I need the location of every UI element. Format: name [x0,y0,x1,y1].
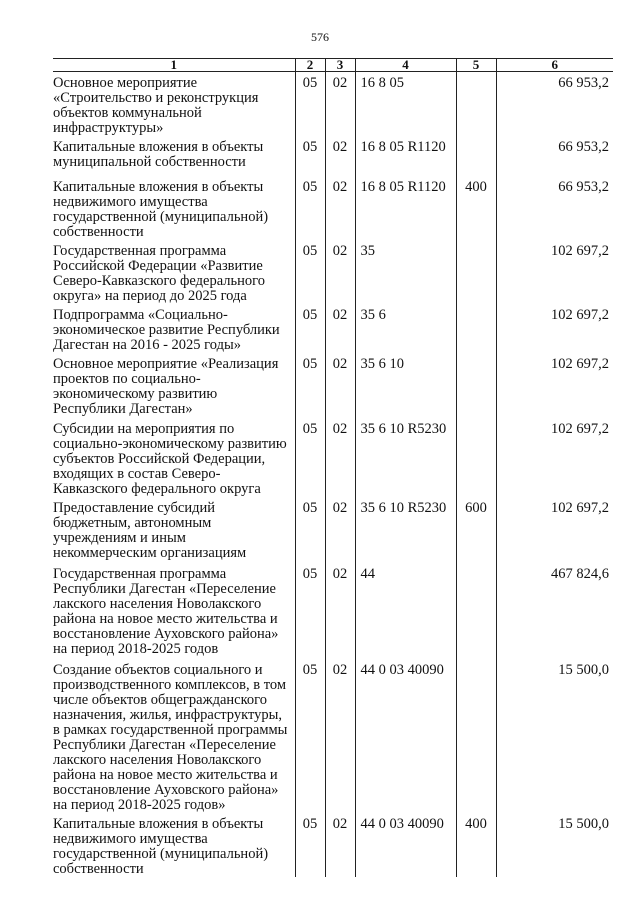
row-target-code: 35 [355,240,456,304]
row-subsection: 02 [325,240,355,304]
row-target-code: 35 6 10 R5230 [355,497,456,563]
row-amount: 15 500,0 [496,813,613,877]
row-name: Субсидии на мероприятия по социально-экономическому развитию субъектов Российской Федерации, входящих в состав Северо-Кавказского федерального округа [53,421,287,497]
row-section: 05 [295,304,325,353]
row-subsection: 02 [325,659,355,813]
row-amount: 102 697,2 [496,497,613,563]
table-row [53,136,613,176]
row-target-code: 16 8 05 R1120 [355,136,456,176]
header-col-1: 1 [53,59,295,72]
table-header [53,59,613,72]
table-row [53,72,613,137]
row-section: 05 [295,659,325,813]
row-target-code: 16 8 05 [355,72,456,137]
row-expense-type [456,72,496,137]
page-number: 576 [311,30,329,44]
row-target-code: 35 6 [355,304,456,353]
row-subsection: 02 [325,563,355,659]
header-col-3: 3 [325,59,355,72]
table-row [53,353,613,418]
row-expense-type: 400 [456,813,496,877]
row-expense-type: 400 [456,176,496,240]
row-name: Предоставление субсидий бюджетным, автономным учреждениям и иным некоммерческим организациям [53,500,247,561]
row-amount: 66 953,2 [496,72,613,137]
row-expense-type [456,353,496,418]
row-expense-type: 600 [456,497,496,563]
row-subsection: 02 [325,418,355,497]
row-section: 05 [295,72,325,137]
row-section: 05 [295,240,325,304]
row-amount: 15 500,0 [496,659,613,813]
row-subsection: 02 [325,353,355,418]
row-target-code: 44 [355,563,456,659]
table-row [53,176,613,240]
row-amount: 102 697,2 [496,418,613,497]
row-subsection: 02 [325,136,355,176]
row-target-code: 44 0 03 40090 [355,659,456,813]
header-row [53,59,613,72]
row-name: Создание объектов социального и производственного комплексов, в том числе объектов общегражданского назначения, жилья, инфраструктуры, в рамках государственной программы Республики Дагестан «Переселение лакского населения Новолакского района на новое место жительства и восстановление Ауховского района» на период 2018-2025 годов» [53,662,288,813]
row-section: 05 [295,563,325,659]
row-section: 05 [295,176,325,240]
row-section: 05 [295,136,325,176]
row-subsection: 02 [325,72,355,137]
table-row [53,813,613,877]
row-target-code: 44 0 03 40090 [355,813,456,877]
table-row [53,240,613,304]
table-row [53,659,613,813]
row-expense-type [456,563,496,659]
row-expense-type [456,659,496,813]
row-subsection: 02 [325,304,355,353]
row-target-code: 35 6 10 R5230 [355,418,456,497]
row-amount: 102 697,2 [496,353,613,418]
row-expense-type [456,304,496,353]
row-amount: 66 953,2 [496,176,613,240]
row-name: Государственная программа Российской Федерации «Развитие Северо-Кавказского федерального округа» на период до 2025 года [53,243,265,304]
table-row [53,418,613,497]
row-expense-type [456,136,496,176]
budget-table [53,58,613,877]
table-row [53,497,613,563]
table-row [53,563,613,659]
header-col-2: 2 [295,59,325,72]
row-name: Государственная программа Республики Дагестан «Переселение лакского населения Новолакского района на новое место жительства и восстановление Ауховского района» на период 2018-2025 годов [53,566,279,657]
row-amount: 102 697,2 [496,304,613,353]
header-col-4: 4 [355,59,456,72]
header-col-6: 6 [496,59,613,72]
row-section: 05 [295,418,325,497]
table-row [53,304,613,353]
row-amount: 66 953,2 [496,136,613,176]
row-subsection: 02 [325,813,355,877]
row-name: Основное мероприятие «Строительство и реконструкция объектов коммунальной инфраструктуры» [53,75,259,136]
table-body [53,72,613,878]
row-subsection: 02 [325,497,355,563]
row-section: 05 [295,813,325,877]
row-amount: 102 697,2 [496,240,613,304]
row-target-code: 35 6 10 [355,353,456,418]
row-name: Капитальные вложения в объекты муниципальной собственности [53,139,264,170]
row-name: Капитальные вложения в объекты недвижимого имущества государственной (муниципальной) собственности [53,816,269,877]
row-section: 05 [295,353,325,418]
row-expense-type [456,240,496,304]
row-name: Подпрограмма «Социально-экономическое развитие Республики Дагестан на 2016 - 2025 годы» [53,307,280,353]
row-target-code: 16 8 05 R1120 [355,176,456,240]
row-amount: 467 824,6 [496,563,613,659]
row-name: Основное мероприятие «Реализация проектов по социально-экономическому развитию Республики Дагестан» [53,356,279,417]
header-col-5: 5 [456,59,496,72]
row-subsection: 02 [325,176,355,240]
row-section: 05 [295,497,325,563]
row-name: Капитальные вложения в объекты недвижимого имущества государственной (муниципальной) собственности [53,179,269,240]
row-expense-type [456,418,496,497]
